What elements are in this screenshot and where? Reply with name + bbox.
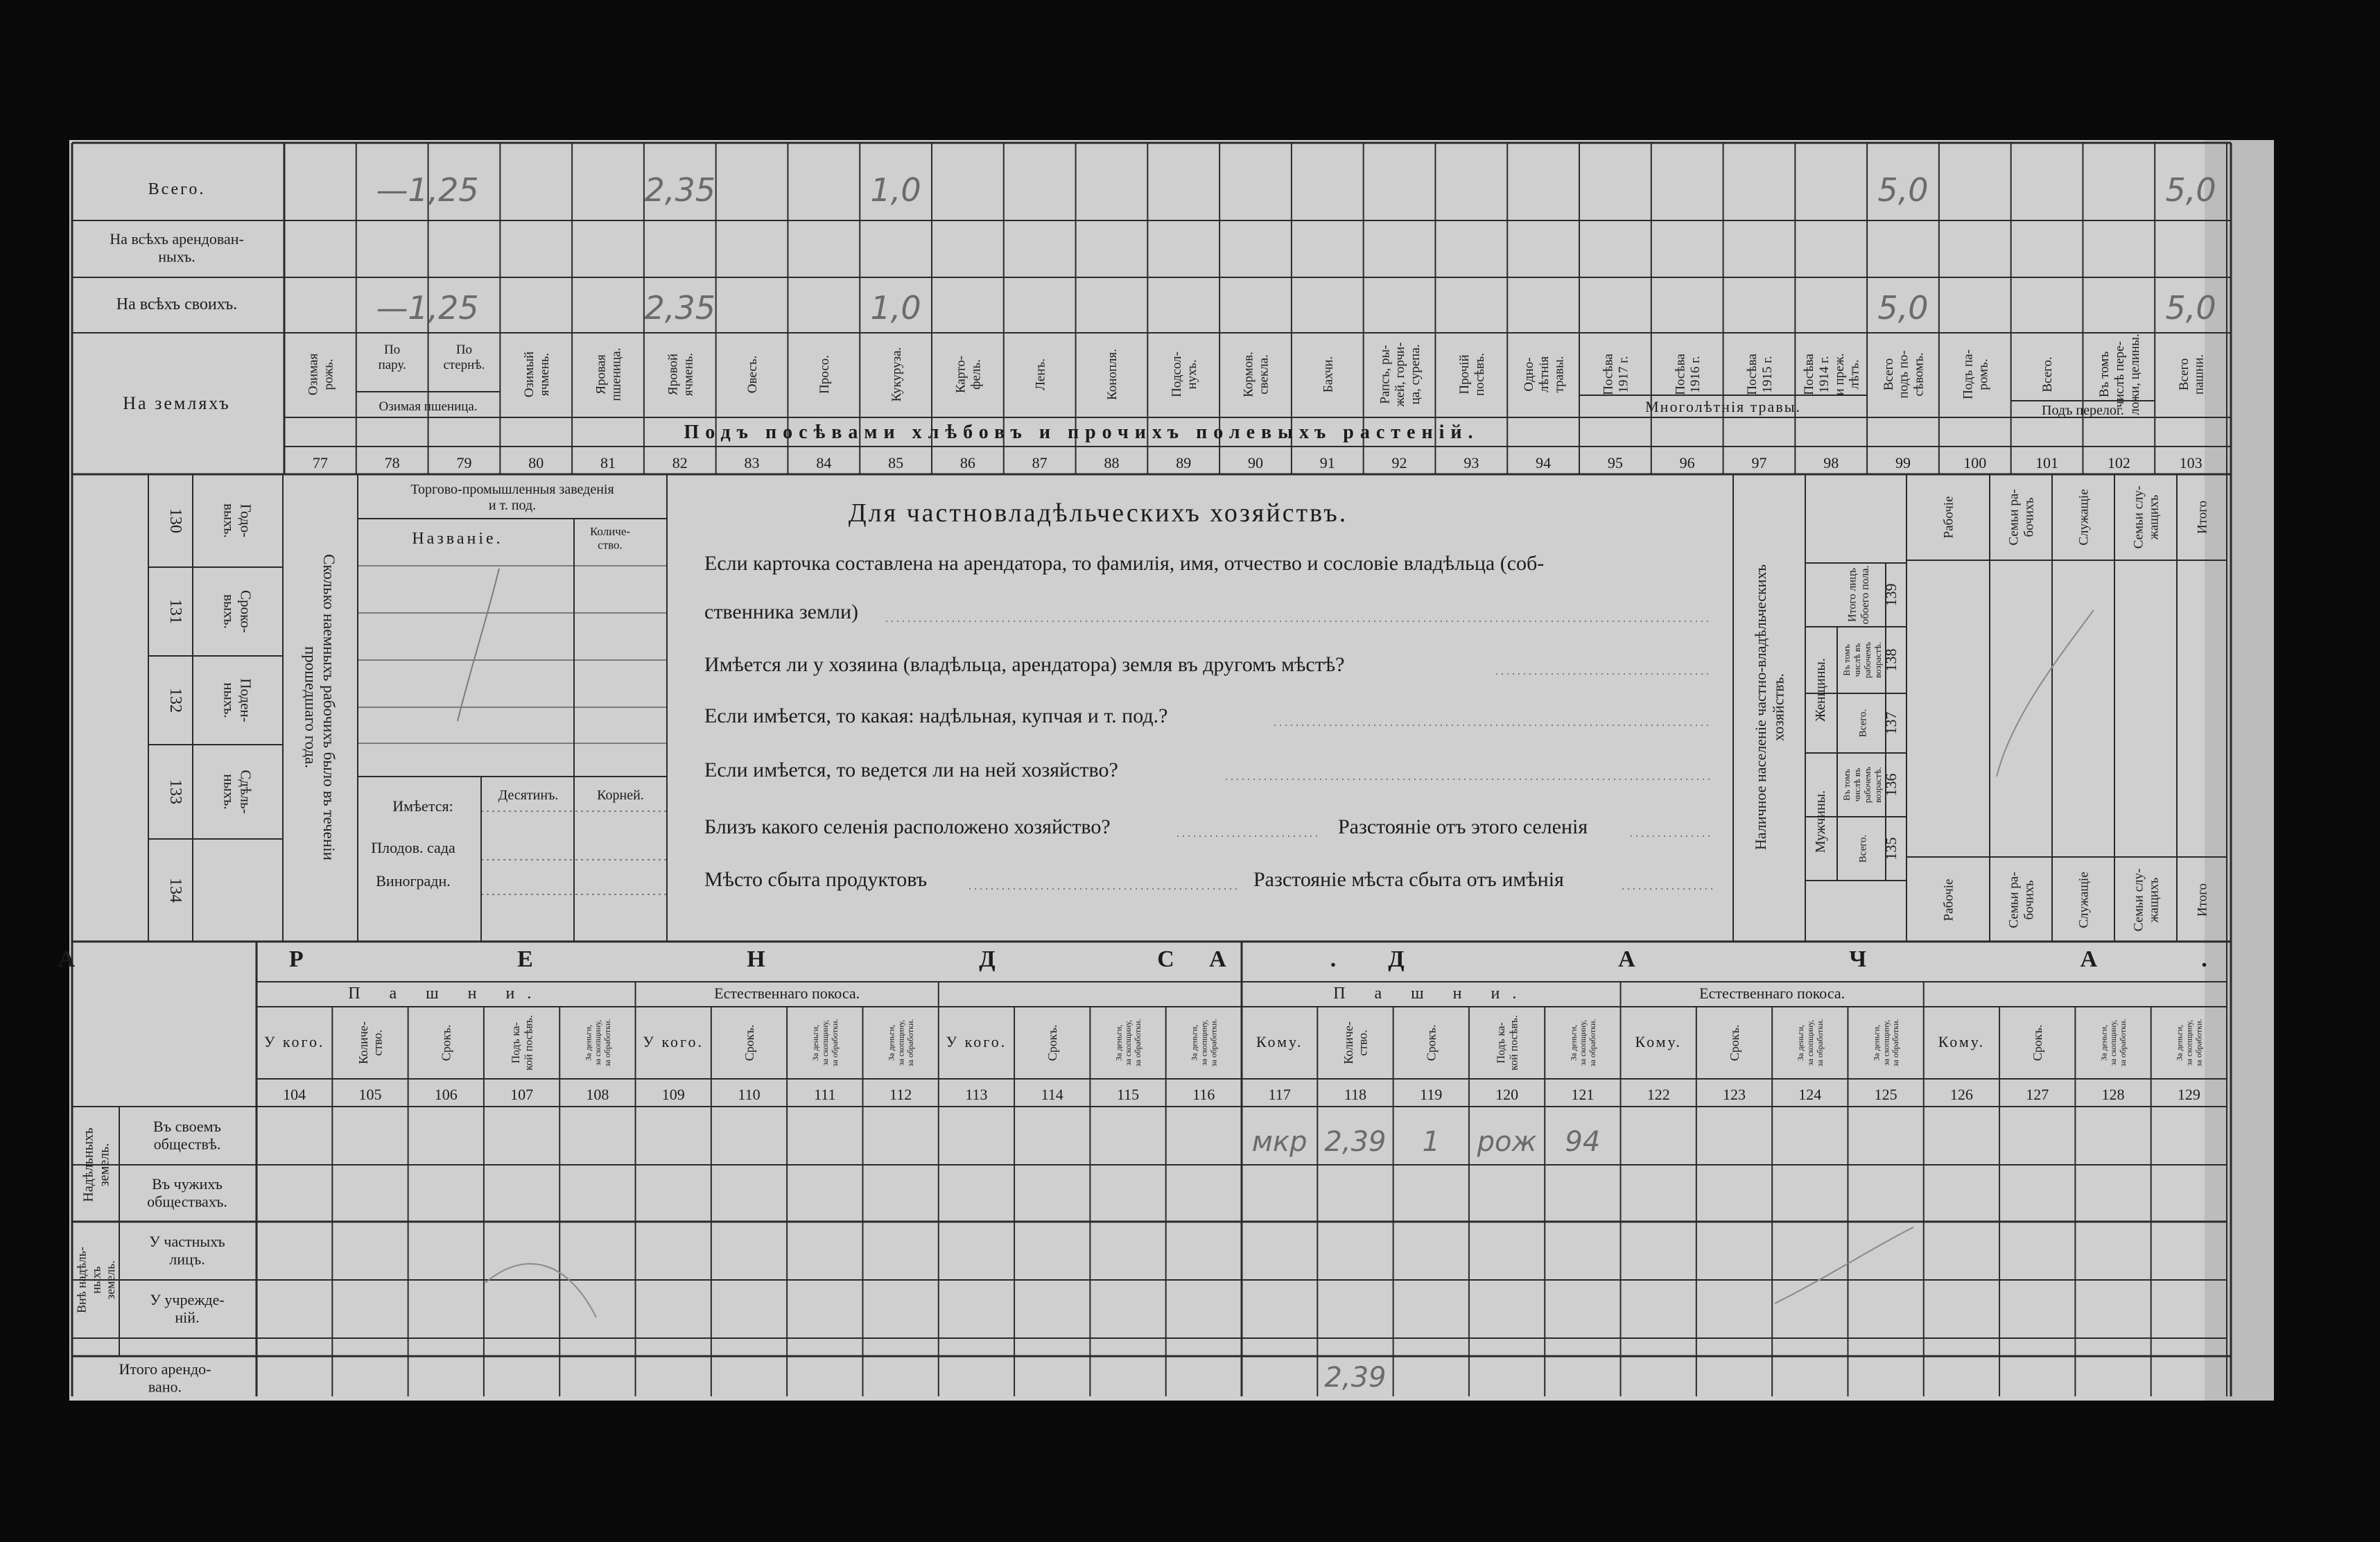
group-pokos: Естественнаго покоса. xyxy=(1699,985,1845,1002)
column-header-95: Посѣва xyxy=(1601,354,1616,395)
lease-number-123: 123 xyxy=(1723,1086,1746,1103)
handwritten-value-82: 2,35 xyxy=(644,171,715,209)
hired-number-130: 130 xyxy=(166,508,184,533)
orchard-row-vineyard: Виноградн. xyxy=(376,872,451,890)
column-number-85: 85 xyxy=(888,454,904,471)
column-header-81: Яровая xyxy=(593,354,609,395)
lease-col-crop-120: кой посѣвъ. xyxy=(1508,1015,1520,1071)
population-total-both: обоего пола. xyxy=(1859,565,1871,625)
column-header-98: Посѣва xyxy=(1802,354,1817,395)
lease-col-pay-115: за обработки. xyxy=(1133,1019,1143,1067)
column-header-97: 1915 г. xyxy=(1760,356,1775,393)
column-header-103: пашни. xyxy=(2191,354,2207,395)
lease-col-pay-128: за обработки. xyxy=(2118,1019,2128,1067)
workers-footer-4: Итого xyxy=(2195,883,2210,917)
workers-header-4: Итого xyxy=(2195,500,2210,535)
lease-col-pay-116: За деньги, xyxy=(1189,1024,1199,1062)
hired-label-130: Годо- xyxy=(237,503,254,538)
lease-number-122: 122 xyxy=(1647,1086,1670,1103)
lease-col-term-119: Срокъ. xyxy=(1424,1024,1439,1062)
lease-number-117: 117 xyxy=(1268,1086,1291,1103)
lease-col-pay-125: За деньги, xyxy=(1871,1024,1882,1062)
lease-itogo-label: вано. xyxy=(148,1378,182,1396)
handwritten-lease-qty: 2,39 xyxy=(1324,1126,1387,1158)
lease-col-pay-111: За деньги, xyxy=(810,1024,821,1062)
lease-col-pay-112: за обработки. xyxy=(905,1019,916,1067)
handwritten-lease-crop: мкр xyxy=(1251,1126,1308,1158)
hired-label-133: Сдѣль- xyxy=(237,770,254,814)
hired-workers-caption: Сколько наемныхъ рабочихъ было въ теченіи xyxy=(320,554,338,860)
row-label-total: Всего. xyxy=(148,180,206,198)
row-label-on-lands: На земляхъ xyxy=(123,393,231,413)
population-number-135: 135 xyxy=(1882,837,1900,860)
handwritten-value-103: 5,0 xyxy=(2165,289,2216,327)
lease-col-pay-124: за обработки. xyxy=(1814,1019,1825,1067)
lease-col-pay-125: за обработки. xyxy=(1891,1019,1901,1067)
lease-row-label-2: У частныхъ xyxy=(149,1233,225,1250)
lease-number-129: 129 xyxy=(2177,1086,2200,1103)
column-header-97: Посѣва xyxy=(1745,354,1760,395)
column-header-86: фель. xyxy=(968,359,984,390)
lease-col-pay-121: за скопщину, xyxy=(1578,1020,1588,1066)
population-women-working: рабочемъ xyxy=(1862,641,1873,679)
workers-footer-2: Служащіе xyxy=(2076,872,2092,928)
lease-col-term-127: Срокъ. xyxy=(2031,1024,2045,1062)
column-header-90: Кормов. xyxy=(1241,352,1256,397)
hired-number-134: 134 xyxy=(166,878,184,903)
hired-label-131: Сроко- xyxy=(237,590,254,633)
lease-row-label-3: ній. xyxy=(175,1308,200,1326)
lease-number-120: 120 xyxy=(1495,1086,1519,1103)
column-header-80: Озимый xyxy=(521,351,537,398)
population-title: Наличное населеніе частно-владѣльческихъ xyxy=(1752,564,1770,850)
lease-col-pay-112: за скопщину, xyxy=(896,1020,906,1066)
lease-number-119: 119 xyxy=(1420,1086,1443,1103)
private-question-8: Разстояніе мѣста сбыта отъ имѣнія xyxy=(1253,868,1564,891)
population-women-working: Въ томъ xyxy=(1841,644,1852,676)
column-header-85: Кукуруза. xyxy=(889,347,904,402)
column-number-97: 97 xyxy=(1751,454,1767,471)
column-header-82: Яровой xyxy=(666,353,681,396)
column-header-77: Озимая xyxy=(306,353,321,396)
row-label-own: На всѣхъ своихъ. xyxy=(116,295,238,313)
column-header-102: числѣ пере- xyxy=(2112,341,2127,408)
lease-col-who-113: У кого. xyxy=(946,1033,1007,1050)
lease-col-pay-108: за скопщину, xyxy=(593,1020,603,1066)
orchard-col-desyatin: Десятинъ. xyxy=(498,788,559,803)
group-winter-wheat: Озимая пшеница. xyxy=(379,399,478,414)
lease-col-pay-128: За деньги, xyxy=(2099,1024,2109,1062)
private-estates-title: Для частновладѣльческихъ хозяйствъ. xyxy=(848,499,1348,528)
column-header-87: Ленъ. xyxy=(1033,358,1048,390)
column-number-103: 103 xyxy=(2179,454,2203,471)
side-label-nadel: Надѣльныхъ xyxy=(80,1127,96,1202)
column-header-92: жей, горчи- xyxy=(1393,342,1408,407)
lease-col-crop-107: кой посѣвъ. xyxy=(523,1015,535,1071)
column-number-84: 84 xyxy=(816,454,832,471)
handwritten-value-99: 5,0 xyxy=(1877,171,1929,209)
column-header-102: Въ томъ xyxy=(2097,351,2112,398)
lease-col-pay-111: за скопщину, xyxy=(820,1020,831,1066)
lease-number-124: 124 xyxy=(1798,1086,1822,1103)
orchard-col-korney: Корней. xyxy=(597,788,644,803)
lease-col-pay-115: за скопщину, xyxy=(1123,1020,1133,1066)
lease-number-128: 128 xyxy=(2101,1086,2125,1103)
lease-row-label-1: Въ чужихъ xyxy=(152,1175,223,1193)
hired-workers-caption: прошедшаго года. xyxy=(302,646,320,769)
column-header-81: пшеница. xyxy=(609,347,624,401)
column-number-100: 100 xyxy=(1963,454,1987,471)
workers-header-0: Рабочіе xyxy=(1941,496,1956,539)
handwritten-lease-kind: рож xyxy=(1477,1126,1537,1158)
workers-footer-3: Семьи слу- xyxy=(2131,868,2146,932)
hired-number-133: 133 xyxy=(166,779,184,804)
lease-itogo-label: Итого арендо- xyxy=(119,1360,211,1378)
column-number-91: 91 xyxy=(1319,454,1335,471)
workers-footer-1: бочихъ xyxy=(2022,880,2037,920)
trade-header: Торгово-промышленныя заведенія xyxy=(410,482,614,497)
lease-col-crop-107: Подъ ка- xyxy=(510,1022,522,1064)
hired-number-131: 131 xyxy=(166,599,184,624)
private-question-1: ственника земли) xyxy=(704,600,858,623)
lease-col-pay-125: за скопщину, xyxy=(1881,1020,1891,1066)
workers-header-2: Служащіе xyxy=(2076,489,2092,546)
column-number-87: 87 xyxy=(1032,454,1048,471)
lease-number-109: 109 xyxy=(661,1086,685,1103)
lease-number-104: 104 xyxy=(283,1086,306,1103)
column-number-101: 101 xyxy=(2035,454,2059,471)
column-header-78: пару. xyxy=(378,357,406,372)
private-question-5: Близъ какого селенія расположено хозяйство? xyxy=(704,815,1111,838)
population-women-working: числѣ въ xyxy=(1852,643,1863,677)
private-question-4: Если имѣется, то ведется ли на ней хозяйство? xyxy=(704,759,1118,781)
trade-col-qty: Количе- xyxy=(589,525,631,538)
column-number-95: 95 xyxy=(1607,454,1623,471)
workers-footer-1: Семьи ра- xyxy=(2006,872,2022,928)
lease-col-pay-128: за скопщину, xyxy=(2108,1020,2119,1066)
handwritten-value-103: 5,0 xyxy=(2165,171,2216,209)
lease-col-who-122: Кому. xyxy=(1635,1033,1682,1050)
column-header-103: Всего xyxy=(2176,358,2191,391)
row-label-rented: ныхъ. xyxy=(158,248,196,266)
workers-header-3: Семьи слу- xyxy=(2131,485,2146,549)
lease-number-114: 114 xyxy=(1041,1086,1063,1103)
hired-label-132: Поден- xyxy=(237,678,254,722)
hired-label-133: ныхъ. xyxy=(220,774,238,810)
handwritten-value-78: — xyxy=(376,171,408,209)
population-number-136: 136 xyxy=(1882,773,1900,797)
column-header-79: стернѣ. xyxy=(443,357,485,372)
lease-number-125: 125 xyxy=(1874,1086,1897,1103)
column-number-102: 102 xyxy=(2107,454,2130,471)
lease-col-term-123: Срокъ. xyxy=(1727,1024,1741,1062)
handwritten-value-79: 1,25 xyxy=(408,289,479,327)
workers-header-3: жащихъ xyxy=(2146,494,2162,540)
population-men-working: числѣ въ xyxy=(1852,768,1863,802)
private-question-2: Имѣется ли у хозяина (владѣльца, арендатора) земля въ другомъ мѣстѣ? xyxy=(704,653,1345,676)
lease-number-115: 115 xyxy=(1116,1086,1140,1103)
handwritten-value-78: — xyxy=(376,289,408,327)
column-number-77: 77 xyxy=(312,454,328,471)
population-men-working: возрастѣ. xyxy=(1872,767,1883,803)
population-men-working: рабочемъ xyxy=(1862,766,1873,804)
handwritten-itogo: 2,39 xyxy=(1324,1362,1387,1394)
column-header-90: свекла. xyxy=(1256,354,1271,395)
lease-col-who-104: У кого. xyxy=(263,1033,325,1050)
hired-number-132: 132 xyxy=(166,688,184,713)
column-header-98: 1914 г. xyxy=(1816,356,1832,393)
private-question-0: Если карточка составлена на арендатора, то фамилія, имя, отчество и сословіе владѣльца (соб- xyxy=(704,552,1545,575)
handwritten-value-99: 5,0 xyxy=(1877,289,1929,327)
column-number-88: 88 xyxy=(1104,454,1120,471)
column-header-99: подъ по- xyxy=(1896,350,1911,399)
population-men: Мужчины. xyxy=(1813,790,1828,854)
trade-header: и т. под. xyxy=(488,498,537,513)
column-header-94: лѣтнія xyxy=(1536,356,1552,393)
orchard-row-garden: Плодов. сада xyxy=(371,839,455,856)
column-number-82: 82 xyxy=(672,454,688,471)
population-women: Женщины. xyxy=(1813,658,1828,722)
column-header-101: Всего. xyxy=(2040,356,2056,392)
column-header-98: и преж. xyxy=(1832,353,1847,396)
lease-col-pay-116: за обработки. xyxy=(1208,1019,1219,1067)
lease-number-127: 127 xyxy=(2026,1086,2049,1103)
column-header-83: Овесъ. xyxy=(745,355,761,394)
column-number-90: 90 xyxy=(1248,454,1263,471)
side-label-nadel: земель. xyxy=(96,1143,112,1187)
lease-col-crop-120: Подъ ка- xyxy=(1495,1022,1507,1064)
column-header-100: ромъ. xyxy=(1976,358,1991,390)
paper-edge xyxy=(2205,140,2274,1401)
lease-col-term-106: Срокъ. xyxy=(439,1024,453,1062)
column-number-83: 83 xyxy=(744,454,760,471)
column-header-80: ячмень. xyxy=(537,352,552,397)
population-title: хозяйствъ. xyxy=(1769,673,1787,741)
side-label-vne-nadel: Внѣ надѣль- xyxy=(74,1247,89,1313)
population-total-both: Итого лицъ xyxy=(1846,568,1859,622)
trade-col-qty: ство. xyxy=(598,538,623,552)
column-header-79: По xyxy=(455,343,473,357)
lease-col-pay-124: за скопщину, xyxy=(1805,1020,1816,1066)
lease-number-111: 111 xyxy=(814,1086,836,1103)
column-header-94: травы. xyxy=(1552,356,1567,393)
group-pashni: П а ш н и. xyxy=(1333,985,1529,1003)
column-number-79: 79 xyxy=(456,454,472,471)
population-number-137: 137 xyxy=(1882,711,1900,735)
hired-label-131: выхъ. xyxy=(220,594,238,629)
lease-col-pay-129: за обработки. xyxy=(2194,1019,2204,1067)
lease-col-pay-129: за скопщину, xyxy=(2184,1020,2194,1066)
column-header-82: ячмень. xyxy=(681,352,696,397)
handwritten-value-85: 1,0 xyxy=(870,289,921,327)
lease-col-pay-111: за обработки. xyxy=(829,1019,840,1067)
column-number-92: 92 xyxy=(1391,454,1407,471)
paper-sheet xyxy=(69,140,2274,1401)
lease-col-term-110: Срокъ. xyxy=(742,1024,756,1062)
column-header-96: Посѣва xyxy=(1673,354,1688,395)
group-pokos: Естественнаго покоса. xyxy=(714,985,860,1002)
lease-number-118: 118 xyxy=(1344,1086,1367,1103)
column-header-100: Подъ па- xyxy=(1961,349,1976,399)
population-men-working: Въ томъ xyxy=(1841,769,1852,801)
column-header-98: лѣтъ. xyxy=(1847,359,1862,390)
column-header-94: Одно- xyxy=(1521,357,1536,392)
side-label-vne-nadel: земель. xyxy=(103,1260,117,1300)
column-number-89: 89 xyxy=(1176,454,1192,471)
column-header-91: Бахчи. xyxy=(1321,356,1336,393)
population-women-total: Всего. xyxy=(1857,709,1869,738)
handwritten-value-85: 1,0 xyxy=(870,171,921,209)
lease-row-label-0: Въ своемъ xyxy=(153,1118,221,1135)
lease-number-126: 126 xyxy=(1949,1086,1973,1103)
lease-col-pay-115: За деньги, xyxy=(1113,1024,1124,1062)
population-number-139: 139 xyxy=(1882,583,1900,607)
workers-header-1: Семьи ра- xyxy=(2006,489,2022,546)
population-men-total: Всего. xyxy=(1857,834,1869,863)
lease-col-pay-108: за обработки. xyxy=(602,1019,612,1067)
column-header-84: Просо. xyxy=(817,355,832,394)
workers-footer-3: жащихъ xyxy=(2146,877,2162,923)
column-number-80: 80 xyxy=(528,454,544,471)
lease-row-label-1: обществахъ. xyxy=(147,1193,227,1211)
column-number-93: 93 xyxy=(1463,454,1479,471)
side-label-vne-nadel: ныхъ xyxy=(89,1266,103,1294)
hired-label-132: ныхъ. xyxy=(220,682,238,718)
lease-col-pay-112: За деньги, xyxy=(886,1024,896,1062)
column-header-93: Прочій xyxy=(1457,354,1473,395)
handwritten-value-79: 1,25 xyxy=(408,171,479,209)
column-header-77: рожь. xyxy=(321,358,336,390)
column-header-86: Карто- xyxy=(953,356,968,393)
lease-number-110: 110 xyxy=(738,1086,761,1103)
lease-col-pay-129: За деньги, xyxy=(2174,1024,2184,1062)
lease-col-who-117: Кому. xyxy=(1256,1033,1303,1050)
lease-number-112: 112 xyxy=(889,1086,912,1103)
row-label-rented: На всѣхъ арендован- xyxy=(110,230,244,248)
workers-footer-0: Рабочіе xyxy=(1941,878,1956,921)
handwritten-lease-term: 1 xyxy=(1422,1126,1440,1158)
group-fallow: Подъ перелог. xyxy=(2042,403,2124,418)
lease-col-pay-124: За деньги, xyxy=(1796,1024,1806,1062)
lease-col-pay-108: За деньги, xyxy=(583,1024,593,1062)
column-header-96: 1916 г. xyxy=(1688,356,1703,393)
column-header-92: Рапсъ, ры- xyxy=(1378,345,1393,404)
lease-number-113: 113 xyxy=(965,1086,988,1103)
population-number-138: 138 xyxy=(1882,648,1900,672)
lease-row-label-2: лицъ. xyxy=(169,1250,205,1268)
lease-col-who-109: У кого. xyxy=(643,1033,704,1050)
lease-col-term-114: Срокъ. xyxy=(1045,1024,1060,1062)
lease-number-107: 107 xyxy=(510,1086,534,1103)
column-header-78: По xyxy=(384,343,401,357)
lease-col-qty-118: Количе- xyxy=(1341,1021,1355,1064)
lease-row-label-0: обществѣ. xyxy=(153,1135,221,1153)
lease-row-label-3: У учрежде- xyxy=(150,1291,225,1308)
hired-label-130: выхъ. xyxy=(220,503,238,538)
column-header-89: Подсол- xyxy=(1169,352,1184,397)
column-number-81: 81 xyxy=(600,454,616,471)
column-number-86: 86 xyxy=(959,454,975,471)
trade-col-name: Названіе. xyxy=(412,530,503,548)
lease-col-qty-105: Количе- xyxy=(356,1021,370,1064)
population-women-working: возрастѣ. xyxy=(1872,642,1883,678)
column-header-95: 1917 г. xyxy=(1616,356,1631,393)
column-number-78: 78 xyxy=(384,454,400,471)
handwritten-lease-pay: 94 xyxy=(1565,1126,1601,1158)
group-pashni: П а ш н и. xyxy=(348,985,544,1003)
lease-number-106: 106 xyxy=(434,1086,458,1103)
private-question-7: Мѣсто сбыта продуктовъ xyxy=(704,868,928,891)
lease-number-121: 121 xyxy=(1571,1086,1595,1103)
column-number-99: 99 xyxy=(1895,454,1911,471)
column-number-96: 96 xyxy=(1679,454,1695,471)
lease-col-pay-121: за обработки. xyxy=(1587,1019,1597,1067)
crops-band-title: Подъ посѣвами хлѣбовъ и прочихъ полевыхъ растеній. xyxy=(684,422,1479,443)
lease-col-pay-121: За деньги, xyxy=(1568,1024,1579,1062)
lease-col-qty-118: ство. xyxy=(1355,1030,1370,1056)
lease-col-who-126: Кому. xyxy=(1938,1033,1986,1050)
orchard-has: Имѣется: xyxy=(392,797,453,815)
handwritten-value-82: 2,35 xyxy=(644,289,715,327)
group-perennial-grass: Многолѣтнія травы. xyxy=(1645,398,1802,415)
arenda-title: А Р Е Н Д А. xyxy=(58,946,1441,972)
lease-number-116: 116 xyxy=(1192,1086,1215,1103)
column-header-99: сѣвомъ. xyxy=(1911,352,1927,397)
lease-col-qty-105: ство. xyxy=(370,1030,385,1056)
column-number-98: 98 xyxy=(1823,454,1839,471)
lease-col-pay-116: за скопщину, xyxy=(1199,1020,1209,1066)
column-header-99: Всего xyxy=(1881,358,1896,391)
column-header-102: ложи, целины. xyxy=(2127,333,2142,415)
column-header-93: посѣвъ. xyxy=(1472,353,1487,396)
lease-number-105: 105 xyxy=(358,1086,382,1103)
private-question-3: Если имѣется, то какая: надѣльная, купчая и т. под.? xyxy=(704,704,1168,727)
column-header-92: ца, сурепа. xyxy=(1408,344,1423,405)
column-number-94: 94 xyxy=(1536,454,1552,471)
workers-header-1: бочихъ xyxy=(2022,497,2037,537)
column-header-88: Конопля. xyxy=(1105,348,1120,401)
column-header-89: нухъ. xyxy=(1184,359,1199,390)
private-question-6: Разстояніе отъ этого селенія xyxy=(1338,815,1588,838)
lease-number-108: 108 xyxy=(586,1086,609,1103)
sdacha-title: С Д А Ч А. xyxy=(1157,946,2311,972)
